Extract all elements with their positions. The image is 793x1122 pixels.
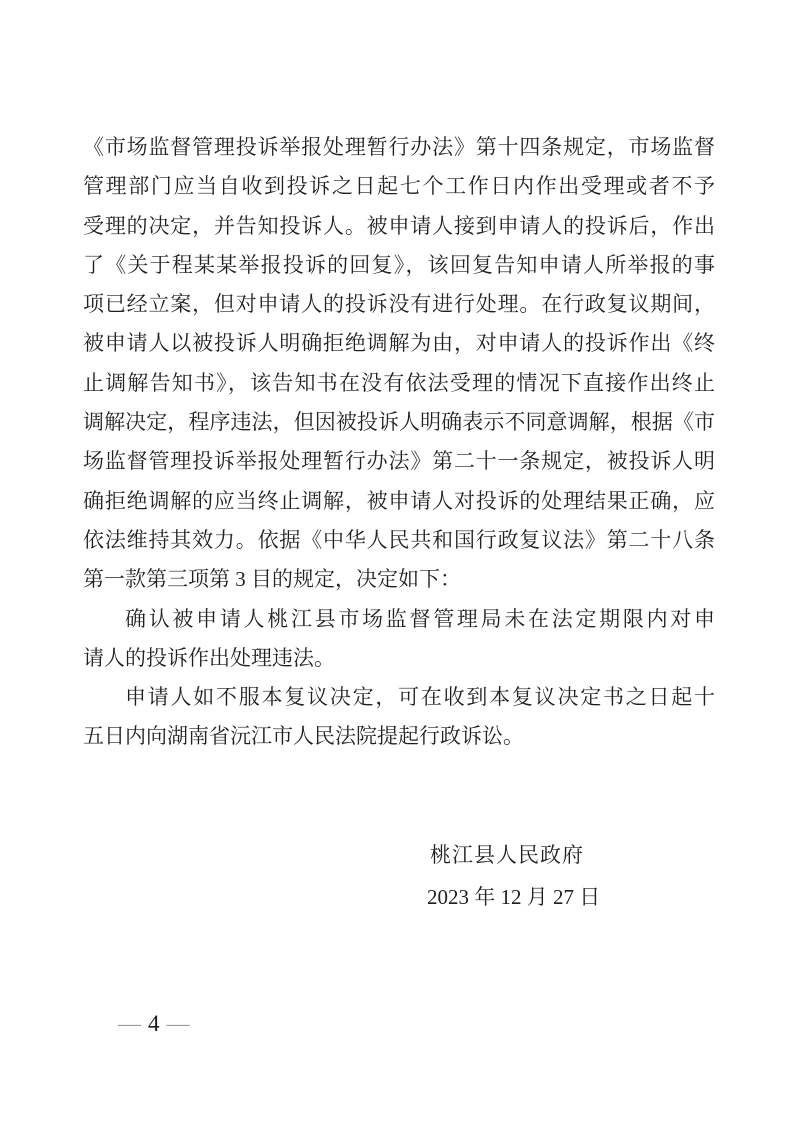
text-line: 项已经立案，但对申请人的投诉没有进行处理。在行政复议期间， [83, 292, 715, 317]
page-number [118, 1007, 190, 1041]
issue-date: 2023 年 12 月 27 日 [427, 885, 601, 909]
text-line: 了《关于程某某举报投诉的回复》，该回复告知申请人所举报的事 [83, 252, 715, 277]
text-line: 场监督管理投诉举报处理暂行办法》第二十一条规定，被投诉人明 [83, 449, 715, 474]
text-line: 第一款第三项第 3 目的规定，决定如下： [83, 567, 461, 592]
decision-paragraph-line: 请人的投诉作出处理违法。 [83, 645, 335, 670]
page-number-dash-left: — [118, 1011, 141, 1036]
body-text [83, 128, 715, 757]
text-line: 依法维持其效力。依据《中华人民共和国行政复议法》第二十八条 [83, 527, 715, 552]
appeal-rights-paragraph-line: 五日内向湖南省沅江市人民法院提起行政诉讼。 [83, 724, 524, 749]
page-number-dash-right: — [166, 1011, 190, 1036]
text-line: 止调解告知书》，该告知书在没有依法受理的情况下直接作出终止 [83, 370, 715, 395]
appeal-rights-paragraph-line: 申请人如不服本复议决定，可在收到本复议决定书之日起十 [125, 685, 715, 710]
text-line: 确拒绝调解的应当终止调解，被申请人对投诉的处理结果正确，应 [83, 488, 715, 513]
page-number-value: 4 [148, 1011, 160, 1036]
text-line: 调解决定，程序违法，但因被投诉人明确表示不同意调解，根据《市 [83, 410, 715, 435]
text-line: 被申请人以被投诉人明确拒绝调解为由，对申请人的投诉作出《终 [83, 331, 715, 356]
text-line: 管理部门应当自收到投诉之日起七个工作日内作出受理或者不予 [83, 174, 715, 199]
decision-paragraph-line: 确认被申请人桃江县市场监督管理局未在法定期限内对申 [125, 606, 715, 631]
text-line: 《市场监督管理投诉举报处理暂行办法》第十四条规定，市场监督 [83, 135, 715, 159]
text-line: 受理的决定，并告知投诉人。被申请人接到申请人的投诉后，作出 [83, 213, 715, 238]
issuing-authority: 桃江县人民政府 [430, 843, 584, 867]
